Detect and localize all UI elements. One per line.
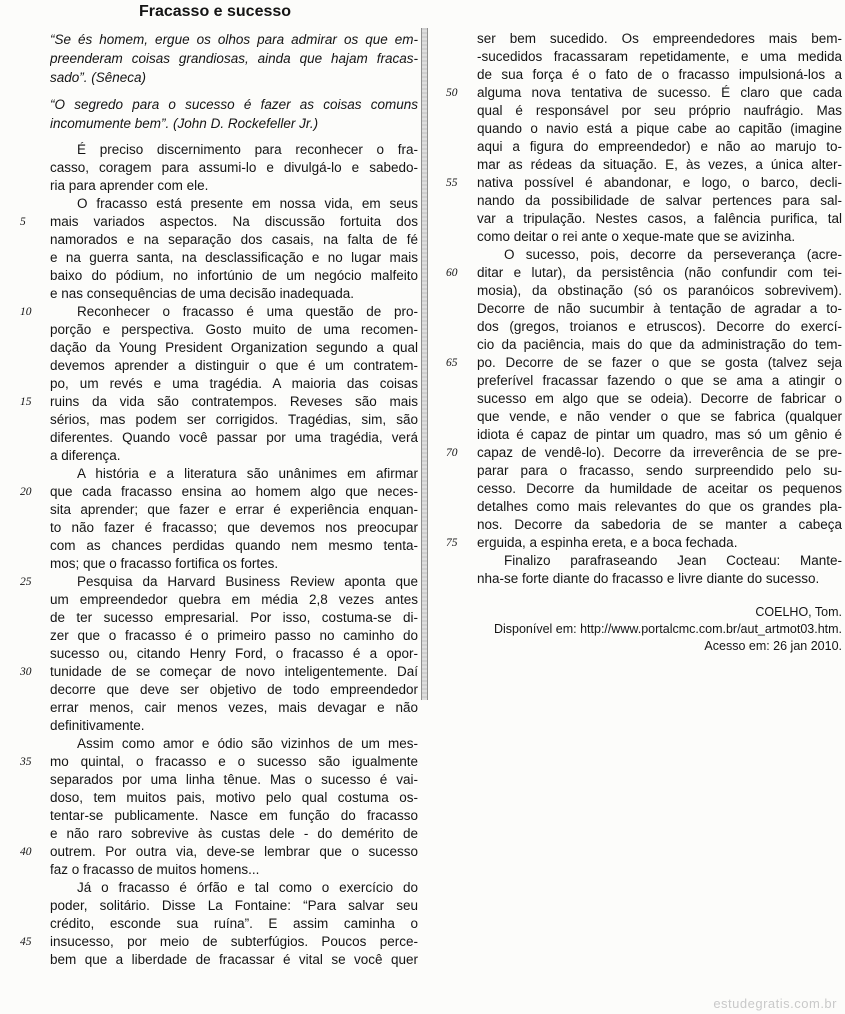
text-line [428,408,842,426]
line-number [0,915,50,933]
text-line [428,336,842,354]
line-text: doso, tem muitos pais, motivo pelo qual costuma os- [50,790,418,805]
text-line [428,552,842,570]
line-text: mo quintal, o fracasso e o sucesso são igualmente [50,754,418,769]
line-text: insucesso, por meio de subterfúgios. Poucos perce- [50,934,418,949]
text-line [0,447,418,465]
text-line [428,102,842,120]
line-number [0,411,50,429]
line-number [0,861,50,879]
text-line [0,231,418,249]
text-line [0,141,418,159]
line-text: poder, solitário. Disse La Fontaine: “Para salvar seu [50,898,418,913]
line-text: e na guerra santa, na desclassificação e no lugar mais [50,250,418,265]
line-text: de ter sucesso empresarial. Por isso, costuma-se di- [50,610,418,625]
line-text: casso, coragem para assumi-lo e divulgá-lo e sabedo- [50,160,418,175]
line-number: 25 [20,576,32,588]
line-text: “Se és homem, ergue os olhos para admirar os que em- [50,32,418,47]
line-number [428,408,477,426]
line-text: com as chances perdidas quando nem mesmo tenta- [50,538,418,553]
line-number [0,789,50,807]
line-number [0,447,50,465]
line-text: nando da possibilidade de salvar pertences para sal- [477,193,842,208]
line-text: Decorre de não sucumbir à tentação de agradar a to- [477,301,842,316]
line-text: É preciso discernimento para reconhecer o fra- [77,142,418,157]
line-text: ser bem sucedido. Os empreendedores mais bem- [477,31,842,46]
line-number [0,591,50,609]
line-number [0,699,50,717]
line-text: po, um revés e uma tragédia. A maioria das coisas [50,376,418,391]
line-number [0,627,50,645]
line-number: 65 [446,357,458,369]
line-number [428,120,477,138]
page-title: Fracasso e sucesso [138,3,292,20]
line-number [0,195,50,213]
line-number [0,735,50,753]
line-text: de sua força é o fato de o fracasso impulsioná-los a [477,67,842,82]
line-text: tentar-se publicamente. Nasce em função do fracasso [50,808,418,823]
line-text: cio da paciência, mais do que da administração do tem- [477,337,842,352]
attribution [428,604,842,655]
line-number: 30 [20,666,32,678]
two-column-text [0,30,845,969]
line-text: Assim como amor e ódio são vizinhos de um mes- [77,736,418,751]
line-text: erguida, a espinha ereta, e a boca fechada. [477,535,738,550]
text-line [428,138,842,156]
line-text: devemos aprender a distinguir o que é um contratem- [50,358,418,373]
line-number [0,285,50,303]
text-line [0,879,418,897]
text-line [0,393,418,411]
line-number [0,375,50,393]
line-number [428,156,477,174]
line-text: A história e a literatura são unânimes em afirmar [77,466,418,481]
line-text: que cada fracasso ensina ao homem algo que neces- [50,484,418,499]
line-text: e não raro sobrevive às custas dele - do demérito de [50,826,418,841]
text-line [0,555,418,573]
line-number [428,498,477,516]
line-text: dação da Young President Organization segundo a qual [50,340,418,355]
line-number [0,519,50,537]
text-line [0,861,418,879]
line-text: porção e perspectiva. Gosto muito de uma recomen- [50,322,418,337]
text-line [428,282,842,300]
line-number [0,357,50,375]
text-line [0,789,418,807]
left-column [0,30,418,969]
line-text: aqui a figura do empreendedor) e não ao marujo to- [477,139,842,154]
text-line [428,174,842,192]
line-number [428,426,477,444]
line-text: mar as rédeas da situação. E, às vezes, a única alter- [477,157,842,172]
line-number [428,390,477,408]
line-text: var a tripulação. Nestes casos, a falência purifica, tal [477,211,842,226]
epigraph [0,30,418,87]
line-number [0,879,50,897]
line-number [428,246,477,264]
text-line [0,699,418,717]
attribution-line: COELHO, Tom. [755,605,842,619]
text-line [428,228,842,246]
line-number: 10 [20,306,32,318]
text-line [428,246,842,264]
line-number [428,570,477,588]
epigraph [0,95,418,133]
text-line [0,645,418,663]
line-number: 5 [20,216,26,228]
text-line [0,303,418,321]
text-line [0,267,418,285]
line-text: O sucesso, pois, decorre da perseverança (acre- [504,247,842,262]
line-number [0,645,50,663]
text-line [428,426,842,444]
line-text: diferentes. Quando você passar por uma tragédia, verá [50,430,418,445]
text-line [0,933,418,951]
line-number: 45 [20,936,32,948]
line-number [0,825,50,843]
line-number [0,681,50,699]
line-number [0,267,50,285]
text-line [0,915,418,933]
text-line [0,339,418,357]
line-number [428,516,477,534]
line-number [428,300,477,318]
text-line [50,49,418,68]
line-number [428,318,477,336]
text-line [428,480,842,498]
attribution-line: Disponível em: http://www.portalcmc.com.br/aut_artmot03.htm. [493,622,842,636]
text-line [0,627,418,645]
text-line [428,30,842,48]
text-line [0,771,418,789]
line-text: sérios, mas podem ser corrigidos. Tragédias, sim, são [50,412,418,427]
text-line [428,210,842,228]
line-text: ruins da vida são contratempos. Reveses são mais [50,394,418,409]
text-line [0,681,418,699]
line-text: errar menos, cair menos vezes, mais devagar e não [50,700,418,715]
text-line [0,753,418,771]
line-text: que vende, e não vender o que se fabrica (qualquer [477,409,842,424]
text-line [50,68,418,87]
text-line [428,156,842,174]
line-text: nativa possível é abandonar, e logo, o barco, decli- [477,175,842,190]
line-number [0,321,50,339]
line-text: preferível fracassar fazendo o que se ama a atingir o [477,373,842,388]
line-number [0,897,50,915]
line-number: 60 [446,267,458,279]
text-line [428,66,842,84]
line-text: mais variados aspectos. Na discussão fortuita dos [50,214,418,229]
text-line [0,735,418,753]
text-line [0,717,418,735]
text-line [0,951,418,969]
line-number: 15 [20,396,32,408]
text-line [50,114,418,133]
line-number [428,48,477,66]
line-text: parar para o fracasso, sendo surpreendido pelo su- [477,463,842,478]
line-text: mosia), da obstinação (só os paranóicos sobrevivem). [477,283,842,298]
line-text: detalhes como mais relevantes do que os grandes pla- [477,499,842,514]
line-text: decorre que deve ser objetivo de todo empreendedor [50,682,418,697]
text-line [0,897,418,915]
line-text: nha-se forte diante do fracasso e livre diante do sucesso. [477,571,820,586]
line-text: tunidade de se começar de novo inteligentemente. Daí [50,664,418,679]
line-text: Reconhecer o fracasso é uma questão de pro- [77,304,418,319]
text-line [0,609,418,627]
text-line [50,95,418,114]
text-line [0,357,418,375]
line-number [0,159,50,177]
line-number [0,177,50,195]
line-text: sucesso ou, citando Henry Ford, o fracasso é a opor- [50,646,418,661]
line-number [0,807,50,825]
line-text: zer que o fracasso é o primeiro passo no caminho do [50,628,418,643]
line-number [428,336,477,354]
line-text: “O segredo para o sucesso é fazer as coisas comuns [50,97,418,112]
line-number [0,339,50,357]
epigraphs [0,30,418,133]
watermark: estudegratis.com.br [713,996,837,1011]
line-number [428,102,477,120]
text-line [0,519,418,537]
text-line [428,534,842,552]
text-line [428,264,842,282]
line-text: sucesso em algo que se odeia). Decorre de fabricar o [477,391,842,406]
line-number [0,951,50,969]
line-text: a diferença. [50,448,121,463]
text-line [0,537,418,555]
line-number [0,771,50,789]
line-number [428,372,477,390]
line-number [428,228,477,246]
line-number [0,717,50,735]
line-number [428,30,477,48]
text-line [0,825,418,843]
line-text: ria para aprender com ele. [50,178,209,193]
text-line [0,429,418,447]
line-text: crédito, esconde sua ruína”. E assim caminha o [50,916,418,931]
right-column [428,30,842,969]
text-line [428,372,842,390]
line-text: incomumente bem”. (John D. Rockefeller Jr.) [50,116,319,131]
column-divider [421,28,428,700]
text-line [0,483,418,501]
text-line [0,159,418,177]
line-text: faz o fracasso de muitos homens... [50,862,260,877]
line-text: to não fazer é fracasso; que devemos nos preocupar [50,520,418,535]
line-text: como deitar o rei ante o xeque-mate que se avizinha. [477,229,796,244]
line-number [0,609,50,627]
line-text: -sucedidos fracassaram repetidamente, e uma medida [477,49,842,64]
line-text: quando o navio está a pique cabe ao capitão (imagine [477,121,842,136]
line-text: nos. Decorre da sabedoria de se manter a cabeça [477,517,842,532]
line-text: qual é responsável por seu próprio naufrágio. Mas [477,103,842,118]
line-text: ditar e lutar), da persistência (não confundir com tei- [477,265,842,280]
text-line [0,843,418,861]
line-number [428,210,477,228]
text-line [0,573,418,591]
line-number [0,465,50,483]
line-number: 20 [20,486,32,498]
line-text: idiota é capaz de pintar um quadro, mas só um gênio é [477,427,842,442]
line-text: e nas consequências de uma decisão inadequada. [50,286,354,301]
line-text: cesso. Decorre da humildade de aceitar os pequenos [477,481,842,496]
text-line [0,663,418,681]
line-text: outrem. Por outra via, deve-se lembrar que o sucesso [50,844,418,859]
line-number [0,141,50,159]
text-line [0,321,418,339]
text-line [428,570,842,588]
text-line [0,285,418,303]
text-line [428,390,842,408]
text-line [428,498,842,516]
line-number [428,138,477,156]
line-number [0,429,50,447]
line-number: 70 [446,447,458,459]
text-line [428,318,842,336]
text-line [428,48,842,66]
line-text: capaz de vendê-lo). Decorre da irreverência de se pre- [477,445,842,460]
line-text: alguma nova tentativa de sucesso. É claro que cada [477,85,842,100]
line-text: preenderam coisas grandiosas, ainda que hajam fracas- [50,51,418,66]
text-line [428,444,842,462]
text-line [428,120,842,138]
line-text: Já o fracasso é órfão e tal como o exercício do [77,880,418,895]
text-line [0,591,418,609]
line-text: separados por uma linha tênue. Mas o sucesso é vai- [50,772,418,787]
text-line [0,501,418,519]
line-text: dos (gregos, troianos e etruscos). Decorre do exercí- [477,319,842,334]
line-number: 40 [20,846,32,858]
text-line [0,411,418,429]
line-number: 50 [446,87,458,99]
text-line [0,177,418,195]
line-number [428,66,477,84]
text-line [0,195,418,213]
line-number: 35 [20,756,32,768]
line-number [428,192,477,210]
line-text: Finalizo parafraseando Jean Cocteau: Mante- [504,553,842,568]
line-number [0,231,50,249]
line-number [0,555,50,573]
line-text: mos; que o fracasso fortifica os fortes. [50,556,279,571]
line-text: sado”. (Sêneca) [50,70,147,85]
line-text: um empreendedor quebra em média 2,8 vezes antes [50,592,418,607]
text-line [428,84,842,102]
line-text: po. Decorre de se fazer o que se gosta (talvez seja [477,355,842,370]
left-column-body [0,141,418,969]
text-line [0,249,418,267]
line-number [0,249,50,267]
text-line [0,213,418,231]
line-number [428,480,477,498]
attribution-line: Acesso em: 26 jan 2010. [704,639,842,653]
text-line [50,30,418,49]
line-text: O fracasso está presente em nossa vida, em seus [77,196,418,211]
line-text: bem que a liberdade de fracassar é vital se você quer [50,952,418,967]
right-column-body [428,30,842,588]
line-text: namorados e na separação dos casais, na falta de fé [50,232,418,247]
line-text: baixo do pódium, no infortúnio de um negócio malfeito [50,268,418,283]
line-number [428,282,477,300]
text-line [428,462,842,480]
line-number: 75 [446,537,458,549]
line-number: 55 [446,177,458,189]
text-line [0,807,418,825]
text-line [428,516,842,534]
text-line [428,300,842,318]
text-line [0,465,418,483]
line-number [0,537,50,555]
line-text: Pesquisa da Harvard Business Review aponta que [77,574,418,589]
line-text: definitivamente. [50,718,145,733]
line-number [428,462,477,480]
line-number [0,501,50,519]
line-text: sita aprender; que fazer e errar é experiência enquan- [50,502,418,517]
line-number [428,552,477,570]
text-line [0,375,418,393]
text-line [428,354,842,372]
text-line [428,192,842,210]
